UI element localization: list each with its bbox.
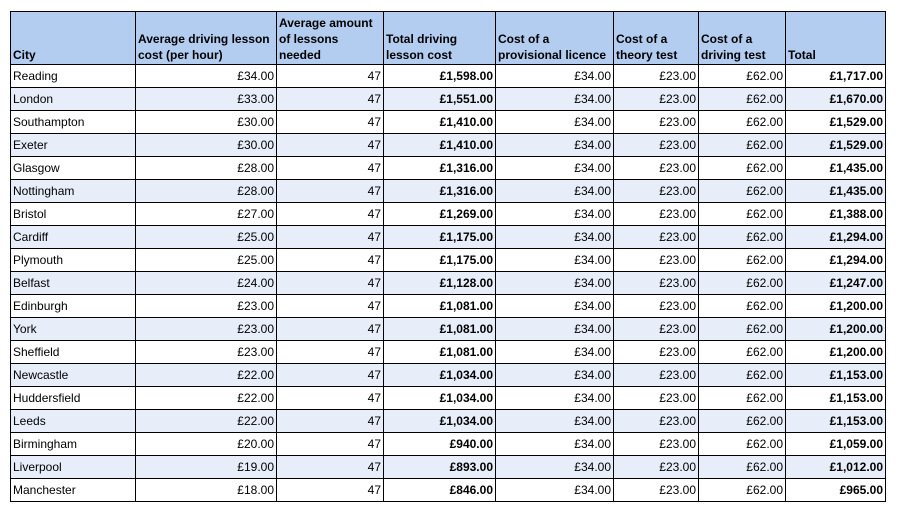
theory-test-cell: £23.00 (614, 88, 699, 111)
driving-test-cell: £62.00 (699, 134, 786, 157)
city-cell: Reading (11, 65, 136, 88)
theory-test-cell: £23.00 (614, 295, 699, 318)
driving-test-cell: £62.00 (699, 479, 786, 502)
provisional-licence-cell: £34.00 (496, 65, 614, 88)
driving-test-cell: £62.00 (699, 272, 786, 295)
theory-test-cell: £23.00 (614, 157, 699, 180)
total-cost-cell: £1,153.00 (786, 387, 886, 410)
city-cell: Edinburgh (11, 295, 136, 318)
lessons-needed-cell: 47 (277, 364, 384, 387)
total-lesson-cost-cell: £1,034.00 (384, 387, 496, 410)
table-row (11, 456, 886, 479)
avg-lesson-cost-cell: £27.00 (136, 203, 277, 226)
driving-test-cell: £62.00 (699, 456, 786, 479)
total-cost-cell: £1,435.00 (786, 157, 886, 180)
table-row (11, 364, 886, 387)
theory-test-cell: £23.00 (614, 364, 699, 387)
avg-lesson-cost-cell: £33.00 (136, 88, 277, 111)
total-lesson-cost-cell: £1,551.00 (384, 88, 496, 111)
provisional-licence-cell: £34.00 (496, 318, 614, 341)
avg-lesson-cost-cell: £20.00 (136, 433, 277, 456)
driving-test-cell: £62.00 (699, 387, 786, 410)
lessons-needed-cell: 47 (277, 249, 384, 272)
theory-test-cell: £23.00 (614, 226, 699, 249)
avg-lesson-cost-cell: £28.00 (136, 180, 277, 203)
provisional-licence-cell: £34.00 (496, 364, 614, 387)
driving-test-cell: £62.00 (699, 203, 786, 226)
header-avg-lessons-needed: Average amount of lessons needed (277, 12, 384, 65)
table-body (11, 65, 886, 502)
total-cost-cell: £1,670.00 (786, 88, 886, 111)
table-row (11, 387, 886, 410)
table-row (11, 157, 886, 180)
lessons-needed-cell: 47 (277, 318, 384, 341)
table-row (11, 295, 886, 318)
avg-lesson-cost-cell: £22.00 (136, 364, 277, 387)
provisional-licence-cell: £34.00 (496, 433, 614, 456)
avg-lesson-cost-cell: £22.00 (136, 387, 277, 410)
header-total: Total (786, 12, 886, 65)
table-row (11, 88, 886, 111)
total-cost-cell: £1,529.00 (786, 111, 886, 134)
total-lesson-cost-cell: £1,175.00 (384, 249, 496, 272)
total-lesson-cost-cell: £1,598.00 (384, 65, 496, 88)
table-row (11, 111, 886, 134)
city-cell: Sheffield (11, 341, 136, 364)
total-cost-cell: £1,529.00 (786, 134, 886, 157)
total-lesson-cost-cell: £1,081.00 (384, 318, 496, 341)
provisional-licence-cell: £34.00 (496, 226, 614, 249)
avg-lesson-cost-cell: £25.00 (136, 249, 277, 272)
total-lesson-cost-cell: £1,410.00 (384, 111, 496, 134)
city-cell: Belfast (11, 272, 136, 295)
total-lesson-cost-cell: £1,316.00 (384, 157, 496, 180)
driving-test-cell: £62.00 (699, 433, 786, 456)
avg-lesson-cost-cell: £34.00 (136, 65, 277, 88)
theory-test-cell: £23.00 (614, 479, 699, 502)
avg-lesson-cost-cell: £23.00 (136, 318, 277, 341)
total-cost-cell: £1,435.00 (786, 180, 886, 203)
lessons-needed-cell: 47 (277, 134, 384, 157)
driving-test-cell: £62.00 (699, 226, 786, 249)
header-total-lesson-cost: Total driving lesson cost (384, 12, 496, 65)
total-cost-cell: £965.00 (786, 479, 886, 502)
lessons-needed-cell: 47 (277, 479, 384, 502)
lessons-needed-cell: 47 (277, 341, 384, 364)
driving-test-cell: £62.00 (699, 364, 786, 387)
total-lesson-cost-cell: £1,081.00 (384, 341, 496, 364)
city-cell: Plymouth (11, 249, 136, 272)
theory-test-cell: £23.00 (614, 249, 699, 272)
city-cell: Glasgow (11, 157, 136, 180)
theory-test-cell: £23.00 (614, 318, 699, 341)
total-lesson-cost-cell: £1,081.00 (384, 295, 496, 318)
city-cell: Nottingham (11, 180, 136, 203)
theory-test-cell: £23.00 (614, 433, 699, 456)
theory-test-cell: £23.00 (614, 272, 699, 295)
header-theory-test-cost: Cost of a theory test (614, 12, 699, 65)
theory-test-cell: £23.00 (614, 341, 699, 364)
avg-lesson-cost-cell: £24.00 (136, 272, 277, 295)
driving-costs-table (10, 11, 886, 502)
city-cell: Manchester (11, 479, 136, 502)
theory-test-cell: £23.00 (614, 134, 699, 157)
total-cost-cell: £1,294.00 (786, 226, 886, 249)
lessons-needed-cell: 47 (277, 180, 384, 203)
total-cost-cell: £1,200.00 (786, 318, 886, 341)
total-cost-cell: £1,153.00 (786, 364, 886, 387)
table-row (11, 180, 886, 203)
lessons-needed-cell: 47 (277, 387, 384, 410)
total-cost-cell: £1,247.00 (786, 272, 886, 295)
avg-lesson-cost-cell: £19.00 (136, 456, 277, 479)
total-lesson-cost-cell: £893.00 (384, 456, 496, 479)
provisional-licence-cell: £34.00 (496, 387, 614, 410)
table-row (11, 203, 886, 226)
total-cost-cell: £1,153.00 (786, 410, 886, 433)
lessons-needed-cell: 47 (277, 111, 384, 134)
lessons-needed-cell: 47 (277, 88, 384, 111)
city-cell: Southampton (11, 111, 136, 134)
avg-lesson-cost-cell: £23.00 (136, 295, 277, 318)
provisional-licence-cell: £34.00 (496, 456, 614, 479)
driving-test-cell: £62.00 (699, 157, 786, 180)
avg-lesson-cost-cell: £30.00 (136, 134, 277, 157)
total-cost-cell: £1,200.00 (786, 295, 886, 318)
total-cost-cell: £1,012.00 (786, 456, 886, 479)
driving-test-cell: £62.00 (699, 341, 786, 364)
total-lesson-cost-cell: £1,410.00 (384, 134, 496, 157)
city-cell: Newcastle (11, 364, 136, 387)
driving-test-cell: £62.00 (699, 318, 786, 341)
total-lesson-cost-cell: £1,128.00 (384, 272, 496, 295)
table-row (11, 65, 886, 88)
total-lesson-cost-cell: £940.00 (384, 433, 496, 456)
total-cost-cell: £1,200.00 (786, 341, 886, 364)
provisional-licence-cell: £34.00 (496, 272, 614, 295)
city-cell: Huddersfield (11, 387, 136, 410)
lessons-needed-cell: 47 (277, 433, 384, 456)
header-driving-test-cost: Cost of a driving test (699, 12, 786, 65)
provisional-licence-cell: £34.00 (496, 88, 614, 111)
table-row (11, 272, 886, 295)
driving-test-cell: £62.00 (699, 111, 786, 134)
lessons-needed-cell: 47 (277, 410, 384, 433)
provisional-licence-cell: £34.00 (496, 157, 614, 180)
driving-test-cell: £62.00 (699, 295, 786, 318)
driving-costs-table-container (10, 11, 886, 502)
lessons-needed-cell: 47 (277, 65, 384, 88)
total-cost-cell: £1,294.00 (786, 249, 886, 272)
avg-lesson-cost-cell: £25.00 (136, 226, 277, 249)
header-provisional-licence-cost: Cost of a provisional licence (496, 12, 614, 65)
total-lesson-cost-cell: £1,316.00 (384, 180, 496, 203)
provisional-licence-cell: £34.00 (496, 203, 614, 226)
total-lesson-cost-cell: £1,034.00 (384, 364, 496, 387)
avg-lesson-cost-cell: £18.00 (136, 479, 277, 502)
city-cell: London (11, 88, 136, 111)
lessons-needed-cell: 47 (277, 272, 384, 295)
city-cell: Bristol (11, 203, 136, 226)
total-lesson-cost-cell: £846.00 (384, 479, 496, 502)
total-lesson-cost-cell: £1,175.00 (384, 226, 496, 249)
provisional-licence-cell: £34.00 (496, 249, 614, 272)
driving-test-cell: £62.00 (699, 180, 786, 203)
driving-test-cell: £62.00 (699, 410, 786, 433)
total-cost-cell: £1,059.00 (786, 433, 886, 456)
avg-lesson-cost-cell: £22.00 (136, 410, 277, 433)
theory-test-cell: £23.00 (614, 456, 699, 479)
city-cell: Liverpool (11, 456, 136, 479)
city-cell: Birmingham (11, 433, 136, 456)
table-row (11, 479, 886, 502)
theory-test-cell: £23.00 (614, 180, 699, 203)
table-row (11, 341, 886, 364)
theory-test-cell: £23.00 (614, 410, 699, 433)
theory-test-cell: £23.00 (614, 387, 699, 410)
theory-test-cell: £23.00 (614, 65, 699, 88)
driving-test-cell: £62.00 (699, 88, 786, 111)
table-row (11, 318, 886, 341)
table-row (11, 226, 886, 249)
lessons-needed-cell: 47 (277, 203, 384, 226)
lessons-needed-cell: 47 (277, 456, 384, 479)
total-cost-cell: £1,717.00 (786, 65, 886, 88)
avg-lesson-cost-cell: £30.00 (136, 111, 277, 134)
avg-lesson-cost-cell: £28.00 (136, 157, 277, 180)
lessons-needed-cell: 47 (277, 226, 384, 249)
driving-test-cell: £62.00 (699, 65, 786, 88)
lessons-needed-cell: 47 (277, 157, 384, 180)
provisional-licence-cell: £34.00 (496, 180, 614, 203)
city-cell: Cardiff (11, 226, 136, 249)
provisional-licence-cell: £34.00 (496, 341, 614, 364)
total-lesson-cost-cell: £1,269.00 (384, 203, 496, 226)
city-cell: Exeter (11, 134, 136, 157)
header-avg-lesson-cost: Average driving lesson cost (per hour) (136, 12, 277, 65)
table-row (11, 134, 886, 157)
driving-test-cell: £62.00 (699, 249, 786, 272)
provisional-licence-cell: £34.00 (496, 111, 614, 134)
theory-test-cell: £23.00 (614, 203, 699, 226)
total-cost-cell: £1,388.00 (786, 203, 886, 226)
theory-test-cell: £23.00 (614, 111, 699, 134)
provisional-licence-cell: £34.00 (496, 134, 614, 157)
table-row (11, 433, 886, 456)
city-cell: York (11, 318, 136, 341)
total-lesson-cost-cell: £1,034.00 (384, 410, 496, 433)
header-city: City (11, 12, 136, 65)
table-row (11, 249, 886, 272)
avg-lesson-cost-cell: £23.00 (136, 341, 277, 364)
lessons-needed-cell: 47 (277, 295, 384, 318)
provisional-licence-cell: £34.00 (496, 479, 614, 502)
provisional-licence-cell: £34.00 (496, 410, 614, 433)
table-header-row (11, 12, 886, 65)
city-cell: Leeds (11, 410, 136, 433)
table-row (11, 410, 886, 433)
provisional-licence-cell: £34.00 (496, 295, 614, 318)
